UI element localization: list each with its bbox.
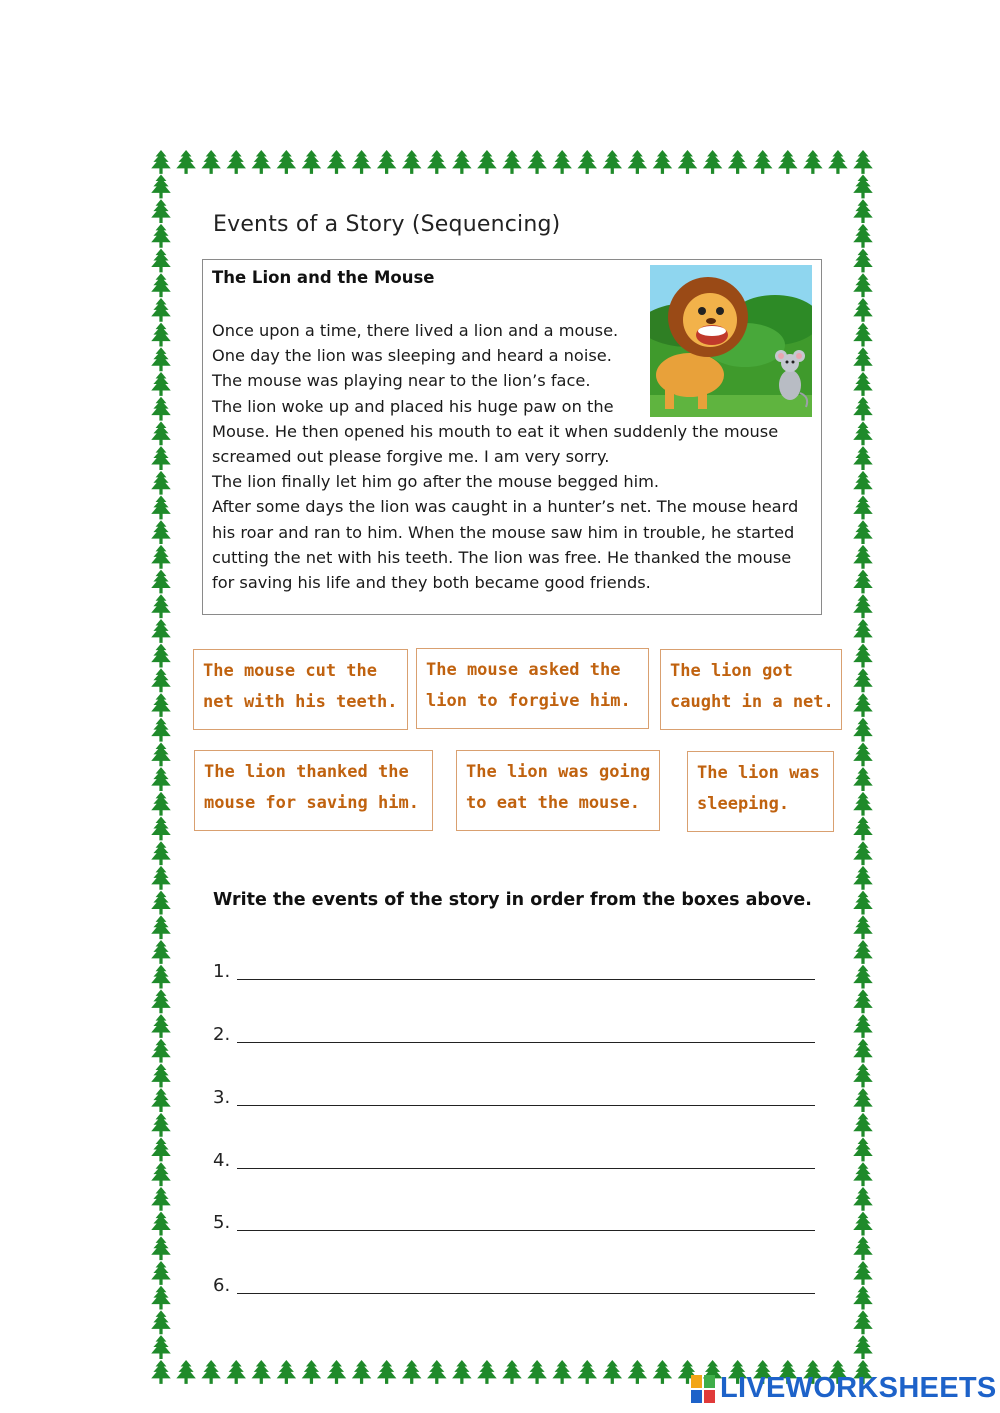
tree-icon xyxy=(151,520,171,544)
tree-icon xyxy=(277,150,297,174)
tree-icon xyxy=(577,1360,597,1384)
liveworksheets-logo-icon xyxy=(690,1374,716,1404)
event-box-lion-thanked-mouse[interactable] xyxy=(194,750,433,831)
tree-icon xyxy=(226,150,246,174)
answer-number: 4. xyxy=(213,1150,231,1171)
tree-icon xyxy=(552,150,572,174)
tree-icon xyxy=(853,989,873,1013)
story-title: The Lion and the Mouse xyxy=(212,268,435,287)
answer-input-5[interactable] xyxy=(241,1201,811,1229)
tree-icon xyxy=(853,619,873,643)
answer-input-3[interactable] xyxy=(241,1076,811,1104)
tree-icon xyxy=(853,1187,873,1211)
tree-icon xyxy=(151,866,171,890)
tree-icon xyxy=(853,1138,873,1162)
tree-icon xyxy=(427,150,447,174)
tree-icon xyxy=(377,150,397,174)
answer-input-6[interactable] xyxy=(241,1264,811,1292)
answer-row xyxy=(213,1203,815,1237)
tree-icon xyxy=(853,1212,873,1236)
answer-number: 6. xyxy=(213,1275,231,1296)
tree-icon xyxy=(853,421,873,445)
tree-icon xyxy=(176,1360,196,1384)
page-title: Events of a Story (Sequencing) xyxy=(213,212,561,237)
tree-icon xyxy=(853,150,873,174)
tree-icon xyxy=(853,372,873,396)
story-line: screamed out please forgive me. I am very sorry. xyxy=(212,447,610,467)
tree-icon xyxy=(853,1261,873,1285)
tree-icon xyxy=(151,347,171,371)
tree-icon xyxy=(853,742,873,766)
answer-row xyxy=(213,1141,815,1175)
event-box-line: The mouse cut the xyxy=(203,661,377,681)
tree-icon xyxy=(853,496,873,520)
answer-number: 2. xyxy=(213,1024,231,1045)
tree-icon xyxy=(853,644,873,668)
tree-icon xyxy=(302,1360,322,1384)
tree-icon xyxy=(151,989,171,1013)
tree-icon xyxy=(151,841,171,865)
tree-icon xyxy=(151,668,171,692)
event-box-line: to eat the mouse. xyxy=(466,793,640,813)
tree-icon xyxy=(853,965,873,989)
tree-icon xyxy=(151,1187,171,1211)
tree-icon xyxy=(402,150,422,174)
event-box-lion-caught-net[interactable] xyxy=(660,649,842,730)
tree-icon xyxy=(352,1360,372,1384)
answer-underline xyxy=(237,1293,815,1294)
tree-icon xyxy=(853,792,873,816)
tree-icon xyxy=(302,150,322,174)
event-box-line: The lion was xyxy=(697,763,820,783)
tree-icon xyxy=(151,372,171,396)
story-line: his roar and ran to him. When the mouse saw him in trouble, he started xyxy=(212,522,795,542)
tree-icon xyxy=(853,767,873,791)
tree-icon xyxy=(277,1360,297,1384)
tree-icon xyxy=(151,718,171,742)
answer-number: 3. xyxy=(213,1087,231,1108)
answer-underline xyxy=(237,1042,815,1043)
tree-icon xyxy=(151,940,171,964)
story-line: The mouse was playing near to the lion’s face. xyxy=(212,371,591,391)
event-box-line: The mouse asked the xyxy=(426,660,621,680)
tree-icon xyxy=(603,1360,623,1384)
tree-icon xyxy=(853,891,873,915)
tree-icon xyxy=(452,150,472,174)
tree-icon xyxy=(653,150,673,174)
lion-mouse-illustration xyxy=(650,265,812,417)
tree-icon xyxy=(151,397,171,421)
answer-row xyxy=(213,1078,815,1112)
tree-icon xyxy=(853,224,873,248)
brand-name: LIVEWORKSHEETS xyxy=(720,1372,997,1404)
tree-icon xyxy=(151,742,171,766)
tree-icon xyxy=(151,792,171,816)
tree-icon xyxy=(151,446,171,470)
tree-icon xyxy=(853,298,873,322)
tree-icon xyxy=(352,150,372,174)
tree-icon xyxy=(502,1360,522,1384)
tree-icon xyxy=(151,1212,171,1236)
event-box-line: sleeping. xyxy=(697,794,790,814)
event-box-mouse-asked-forgive[interactable] xyxy=(416,648,649,729)
tree-icon xyxy=(477,150,497,174)
tree-icon xyxy=(577,150,597,174)
event-box-line: mouse for saving him. xyxy=(204,793,419,813)
tree-icon xyxy=(853,1014,873,1038)
tree-icon xyxy=(151,965,171,989)
tree-icon xyxy=(402,1360,422,1384)
tree-icon xyxy=(151,224,171,248)
tree-icon xyxy=(151,1138,171,1162)
tree-icon xyxy=(151,767,171,791)
tree-icon xyxy=(527,150,547,174)
tree-icon xyxy=(201,150,221,174)
event-box-line: The lion got xyxy=(670,661,793,681)
story-line: for saving his life and they both became good friends. xyxy=(212,573,651,593)
tree-icon xyxy=(603,150,623,174)
answer-number: 5. xyxy=(213,1212,231,1233)
tree-icon xyxy=(853,668,873,692)
tree-icon xyxy=(176,150,196,174)
tree-icon xyxy=(853,545,873,569)
event-box-lion-sleeping[interactable] xyxy=(687,751,834,832)
tree-icon xyxy=(151,817,171,841)
tree-icon xyxy=(477,1360,497,1384)
tree-icon xyxy=(252,1360,271,1384)
tree-icon xyxy=(151,545,171,569)
tree-icon xyxy=(151,199,171,223)
tree-icon xyxy=(151,891,171,915)
answer-input-4[interactable] xyxy=(241,1139,811,1167)
tree-icon xyxy=(151,644,171,668)
answer-underline xyxy=(237,979,815,980)
answer-number: 1. xyxy=(213,961,231,982)
answer-underline xyxy=(237,1230,815,1231)
tree-icon xyxy=(803,150,823,174)
story-line: Once upon a time, there lived a lion and a mouse. xyxy=(212,321,619,340)
tree-icon xyxy=(853,693,873,717)
tree-icon xyxy=(853,397,873,421)
tree-icon xyxy=(151,594,171,618)
tree-icon xyxy=(151,570,171,594)
tree-icon xyxy=(853,1310,873,1334)
tree-icon xyxy=(853,718,873,742)
tree-icon xyxy=(853,570,873,594)
tree-icon xyxy=(151,1335,171,1359)
tree-icon xyxy=(853,520,873,544)
story-line: After some days the lion was caught in a hunter’s net. The mouse heard xyxy=(212,497,799,517)
brand-watermark xyxy=(690,1372,997,1405)
tree-icon xyxy=(853,175,873,199)
tree-icon xyxy=(151,693,171,717)
tree-icon xyxy=(151,1063,171,1087)
tree-icon xyxy=(853,817,873,841)
tree-icon xyxy=(327,150,347,174)
tree-icon xyxy=(502,150,522,174)
tree-icon xyxy=(853,841,873,865)
tree-icon xyxy=(151,915,171,939)
tree-icon xyxy=(628,1360,648,1384)
tree-icon xyxy=(151,175,171,199)
event-box-line: lion to forgive him. xyxy=(426,691,631,711)
story-line: The lion woke up and placed his huge paw on the xyxy=(212,396,614,416)
tree-icon xyxy=(151,471,171,495)
answer-underline xyxy=(237,1168,815,1169)
tree-icon xyxy=(552,1360,572,1384)
tree-icon xyxy=(853,1162,873,1186)
tree-icon xyxy=(853,1286,873,1310)
event-box-line: net with his teeth. xyxy=(203,692,398,712)
tree-icon xyxy=(653,1360,673,1384)
tree-icon xyxy=(853,1113,873,1137)
story-line: One day the lion was sleeping and heard a noise. xyxy=(212,346,612,366)
event-box-line: The lion thanked the xyxy=(204,762,409,782)
tree-icon xyxy=(853,323,873,347)
event-box-mouse-cut-net[interactable] xyxy=(193,649,408,730)
tree-icon xyxy=(853,1335,873,1359)
answer-row xyxy=(213,1266,815,1300)
tree-icon xyxy=(151,298,171,322)
event-box-line: caught in a net. xyxy=(670,692,834,712)
story-line: The lion finally let him go after the mouse begged him. xyxy=(212,472,660,492)
tree-icon xyxy=(151,1113,171,1137)
tree-icon xyxy=(828,150,848,174)
tree-icon xyxy=(703,150,723,174)
tree-icon xyxy=(853,594,873,618)
answer-underline xyxy=(237,1105,815,1106)
tree-icon xyxy=(728,150,748,174)
tree-icon xyxy=(853,249,873,273)
tree-icon xyxy=(151,1360,171,1384)
tree-icon xyxy=(226,1360,246,1384)
tree-icon xyxy=(853,915,873,939)
tree-icon xyxy=(853,273,873,297)
tree-icon xyxy=(151,1261,171,1285)
tree-icon xyxy=(151,1310,171,1334)
tree-icon xyxy=(151,249,171,273)
answer-row xyxy=(213,952,815,986)
tree-icon xyxy=(151,273,171,297)
tree-icon xyxy=(151,1286,171,1310)
answer-row xyxy=(213,1015,815,1049)
answer-input-1[interactable] xyxy=(241,950,811,978)
tree-icon xyxy=(853,1039,873,1063)
tree-icon xyxy=(151,1162,171,1186)
story-line: Mouse. He then opened his mouth to eat it when suddenly the mouse xyxy=(212,421,779,441)
event-box-line: The lion was going xyxy=(466,762,651,782)
tree-icon xyxy=(853,446,873,470)
tree-icon xyxy=(151,1014,171,1038)
tree-icon xyxy=(151,1039,171,1063)
tree-icon xyxy=(778,150,798,174)
tree-icon xyxy=(151,619,171,643)
tree-icon xyxy=(678,150,698,174)
tree-icon xyxy=(201,1360,221,1384)
tree-icon xyxy=(151,1236,171,1260)
tree-icon xyxy=(853,347,873,371)
tree-icon xyxy=(853,1236,873,1260)
event-box-lion-going-to-eat[interactable] xyxy=(456,750,660,831)
tree-icon xyxy=(853,199,873,223)
tree-icon xyxy=(151,1088,171,1112)
tree-icon xyxy=(327,1360,347,1384)
tree-icon xyxy=(853,1088,873,1112)
answer-instruction: Write the events of the story in order from the boxes above. xyxy=(213,890,812,910)
tree-icon xyxy=(853,866,873,890)
tree-icon xyxy=(151,150,171,174)
tree-icon xyxy=(853,1063,873,1087)
tree-icon xyxy=(427,1360,447,1384)
tree-icon xyxy=(151,421,171,445)
tree-icon xyxy=(151,323,171,347)
tree-icon xyxy=(527,1360,547,1384)
answer-input-2[interactable] xyxy=(241,1013,811,1041)
tree-icon xyxy=(853,940,873,964)
tree-icon xyxy=(628,150,648,174)
tree-icon xyxy=(377,1360,397,1384)
tree-icon xyxy=(252,150,271,174)
tree-icon xyxy=(452,1360,472,1384)
story-line: cutting the net with his teeth. The lion was free. He thanked the mouse xyxy=(212,547,792,567)
tree-icon xyxy=(753,150,773,174)
tree-icon xyxy=(151,496,171,520)
tree-icon xyxy=(853,471,873,495)
